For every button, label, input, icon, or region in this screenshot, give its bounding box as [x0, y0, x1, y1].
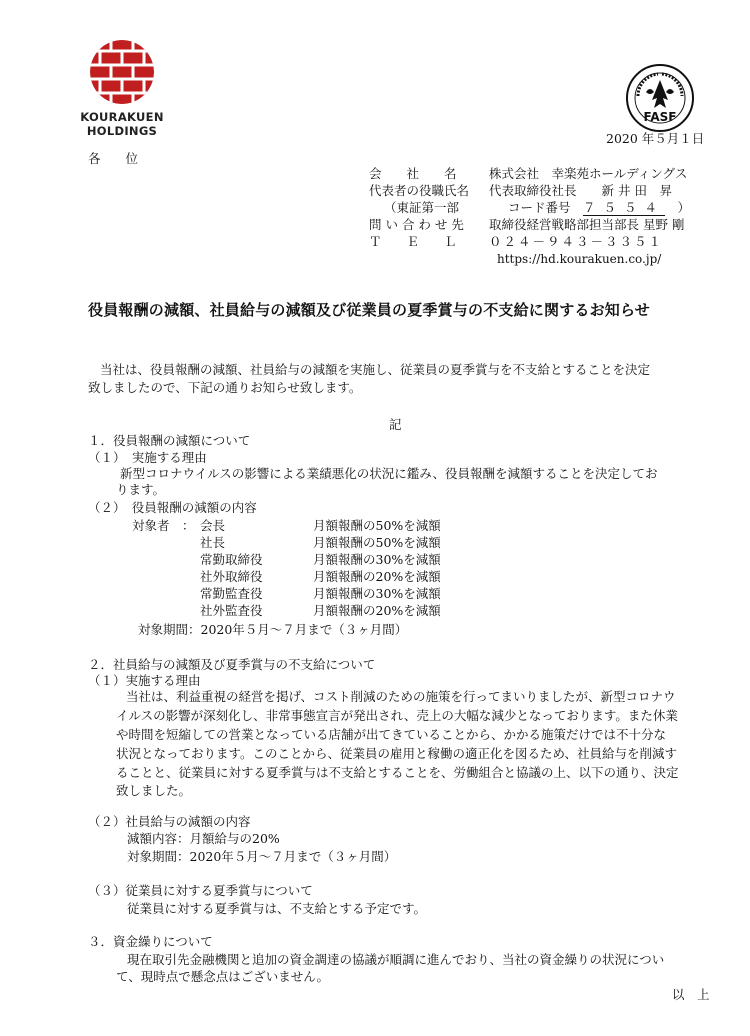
- section1-sub1-line1: 新型コロナウイルスの影響による業績悪化の状況に鑑み、役員報酬を減額することを決定してお: [120, 466, 658, 481]
- section1-sub2-heading: （２） 役員報酬の減額の内容: [88, 500, 257, 515]
- document-date: 2020 年５月１日: [606, 131, 705, 146]
- addressee: 各 位: [88, 151, 139, 166]
- section2-sub2-period: 対象期間：2020年５月～７月まで（３ヶ月間）: [127, 849, 397, 864]
- detail-outside-auditor: 月額報酬の20%を減額: [313, 603, 441, 618]
- section2-sub1-line3: や時間を短縮しての営業となっている店舗が出てきていることから、かかる施策だけでは不十分な: [116, 727, 667, 742]
- company-value-representative: 代表取締役社長 新 井 田 昇: [489, 183, 672, 198]
- section3-heading: ３．資金繰りについて: [88, 934, 213, 949]
- intro-line-2: 致しましたので、下記の通りお知らせ致します。: [88, 380, 362, 395]
- section2-sub3-heading: （３）従業員に対する夏季賞与について: [88, 883, 313, 898]
- section2-heading: ２．社員給与の減額及び夏季賞与の不支給について: [88, 657, 376, 672]
- company-value-tel: ０２４－９４３－３３５１: [489, 234, 664, 249]
- role-outside-auditor: 社外監査役: [200, 603, 263, 618]
- closing-text: 以 上: [672, 987, 710, 1002]
- section2-sub1-line6: 致しました。: [116, 783, 192, 798]
- detail-outside-director: 月額報酬の20%を減額: [313, 569, 441, 584]
- company-value-code: コード番号 ７５５４ ）: [508, 200, 691, 215]
- section1-sub1-line2: ります。: [116, 482, 166, 497]
- target-label: 対象者 ：: [132, 518, 195, 533]
- detail-fulltime-director: 月額報酬の30%を減額: [313, 552, 441, 567]
- role-chairman: 会長: [200, 518, 226, 533]
- company-logo: [76, 38, 168, 138]
- company-value-name: 株式会社 幸楽苑ホールディングス: [489, 166, 688, 181]
- company-label-name: 会 社 名: [369, 166, 457, 181]
- logo-name-line1: KOURAKUEN: [80, 110, 164, 124]
- section2-sub2-content: 減額内容：月額給与の20%: [127, 831, 280, 846]
- fasf-badge: [624, 62, 696, 134]
- section2-sub2-heading: （２）社員給与の減額の内容: [88, 814, 251, 829]
- ki-heading: 記: [389, 417, 402, 432]
- section2-sub1-heading: （１）実施する理由: [88, 673, 201, 688]
- section1-period: 対象期間：2020年５月～７月まで（３ヶ月間）: [138, 622, 408, 637]
- section2-sub3-text: 従業員に対する夏季賞与は、不支給とする予定です。: [127, 901, 427, 916]
- intro-line-1: 当社は、役員報酬の減額、社員給与の減額を実施し、従業員の夏季賞与を不支給とすることを決定: [100, 362, 651, 377]
- role-fulltime-auditor: 常勤監査役: [200, 586, 263, 601]
- company-url[interactable]: https://hd.kourakuen.co.jp/: [497, 252, 662, 266]
- company-value-contact: 取締役経営戦略部担当部長 星野 剛: [489, 217, 685, 232]
- role-president: 社長: [200, 535, 226, 550]
- section3-line1: 現在取引先金融機関と追加の資金調達の協議が順調に進んでおり、当社の資金繰りの状況につい: [127, 952, 665, 967]
- company-label-representative: 代表者の役職氏名: [369, 183, 470, 198]
- section2-sub1-line2: イルスの影響が深刻化し、非常事態宣言が発出され、売上の大幅な減少となっております。また休業: [116, 708, 678, 723]
- section1-sub1-heading: （１） 実施する理由: [88, 450, 207, 465]
- section2-sub1-line1: 当社は、利益重視の経営を掲げ、コスト削減のための施策を行ってまいりましたが、新型コロナウ: [126, 689, 676, 704]
- detail-president: 月額報酬の50%を減額: [313, 535, 441, 550]
- role-fulltime-director: 常勤取締役: [200, 552, 263, 567]
- document-title: 役員報酬の減額、社員給与の減額及び従業員の夏季賞与の不支給に関するお知らせ: [88, 301, 650, 319]
- section2-sub1-line5: ることと、従業員に対する夏季賞与は不支給とすることを、労働組合と協議の上、以下の通り、決定: [116, 765, 679, 780]
- role-outside-director: 社外取締役: [200, 569, 263, 584]
- section3-line2: て、現時点で懸念点はございません。: [116, 969, 330, 984]
- fasf-label: FASF: [643, 110, 677, 124]
- section2-sub1-line4: 状況となっております。このことから、従業員の雇用と稼働の適正化を図るため、社員給与を削減す: [116, 746, 678, 761]
- logo-name-line2: HOLDINGS: [86, 124, 158, 138]
- company-label-tel: Ｔ Ｅ Ｌ: [369, 234, 457, 249]
- company-label-exchange: （東証第一部: [384, 200, 460, 215]
- kourakuen-globe-icon: [87, 38, 157, 106]
- code-number: ７５５４: [583, 200, 666, 215]
- detail-fulltime-auditor: 月額報酬の30%を減額: [313, 586, 441, 601]
- company-label-contact: 問 い 合 わ せ 先: [369, 217, 464, 232]
- detail-chairman: 月額報酬の50%を減額: [313, 518, 441, 533]
- section1-heading: １．役員報酬の減額について: [88, 433, 251, 448]
